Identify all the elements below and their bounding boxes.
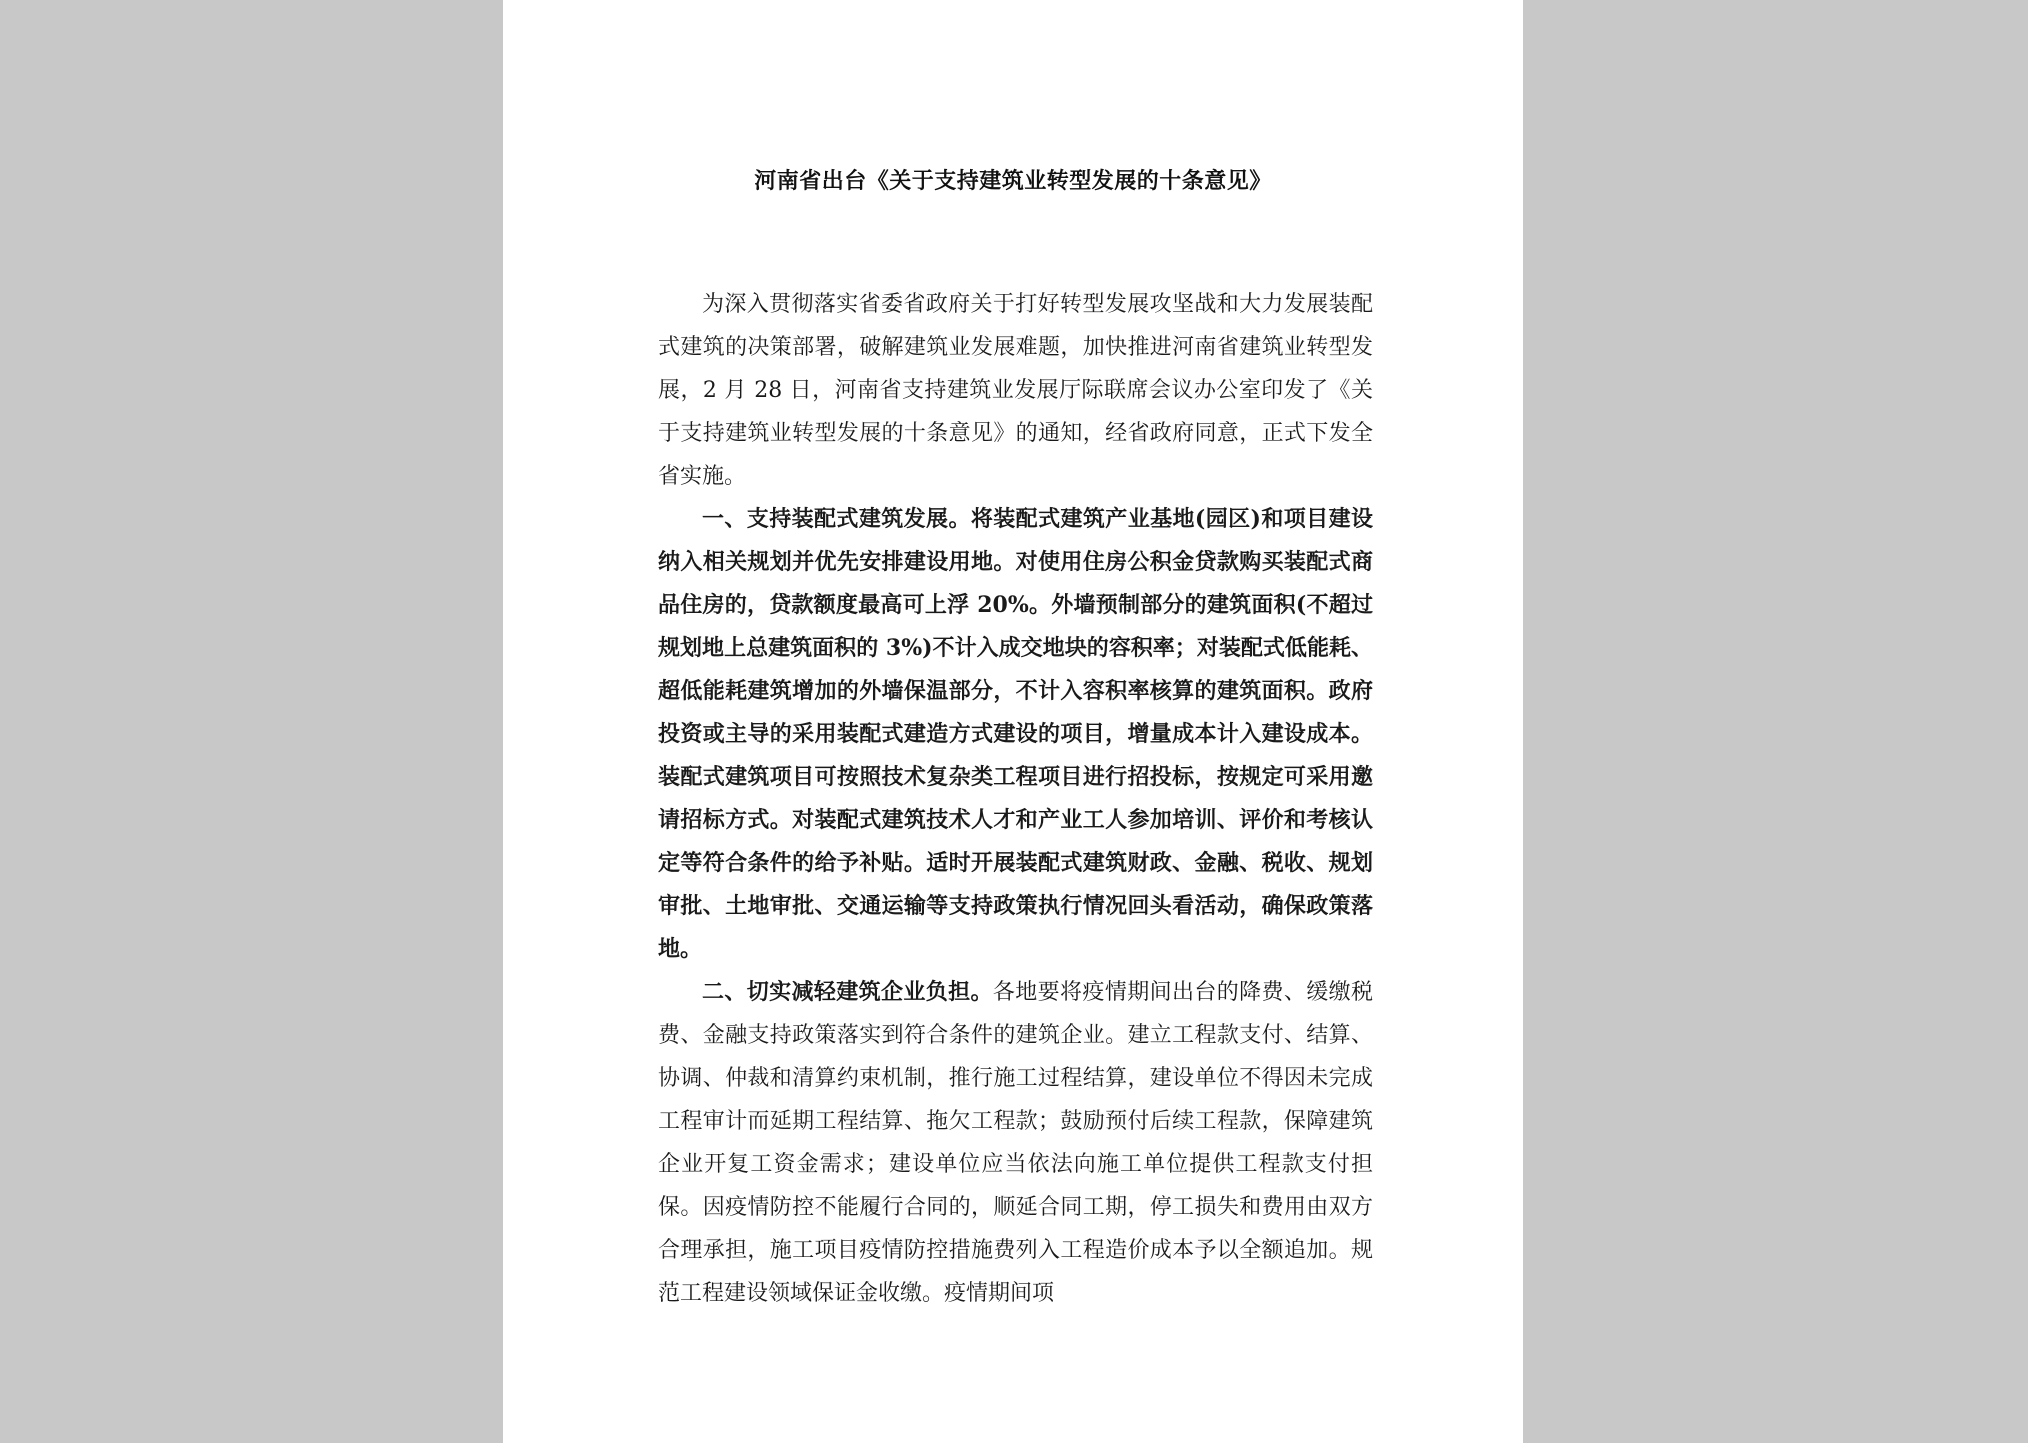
- section-1-text: 将装配式建筑产业基地(园区)和项目建设纳入相关规划并优先安排建设用地。对使用住房公积金贷款购买装配式商品住房的，贷款额度最高可上浮 20%。外墙预制部分的建筑面积(不超过规划地上总建筑面积的 3%)不计入成交地块的容积率；对装配式低能耗、超低能耗建筑增加的外墙保温部分，不计入容积率核算的建筑面积。政府投资或主导的采用装配式建造方式建设的项目，增量成本计入建设成本。装配式建筑项目可按照技术复杂类工程项目进行招投标，按规定可采用邀请招标方式。对装配式建筑技术人才和产业工人参加培训、评价和考核认定等符合条件的给予补贴。适时开展装配式建筑财政、金融、税收、规划审批、土地审批、交通运输等支持政策执行情况回头看活动，确保政策落地。: [658, 506, 1373, 962]
- paragraph-intro: [658, 283, 1373, 498]
- section-2-text: 各地要将疫情期间出台的降费、缓缴税费、金融支持政策落实到符合条件的建筑企业。建立工程款支付、结算、协调、仲裁和清算约束机制，推行施工过程结算，建设单位不得因未完成工程审计而延期工程结算、拖欠工程款；鼓励预付后续工程款，保障建筑企业开复工资金需求；建设单位应当依法向施工单位提供工程款支付担保。因疫情防控不能履行合同的，顺延合同工期，停工损失和费用由双方合理承担，施工项目疫情防控措施费列入工程造价成本予以全额追加。规范工程建设领域保证金收缴。疫情期间项: [658, 980, 1373, 1306]
- section-2-heading: 二、切实减轻建筑企业负担。: [702, 979, 993, 1005]
- document-title: 河南省出台《关于支持建筑业转型发展的十条意见》: [754, 168, 1272, 194]
- document-page: [503, 0, 1523, 1443]
- paragraph-section-2: [658, 971, 1373, 1315]
- section-1-heading: 一、支持装配式建筑发展。: [702, 506, 971, 532]
- paragraph-intro-text: 为深入贯彻落实省委省政府关于打好转型发展攻坚战和大力发展装配式建筑的决策部署，破解建筑业发展难题，加快推进河南省建筑业转型发展，2 月 28 日，河南省支持建筑业发展厅际联席会议办公室印发了《关于支持建筑业转型发展的十条意见》的通知，经省政府同意，正式下发全省实施。: [658, 292, 1373, 489]
- document-body: [658, 283, 1373, 1315]
- paragraph-section-1: [658, 498, 1373, 971]
